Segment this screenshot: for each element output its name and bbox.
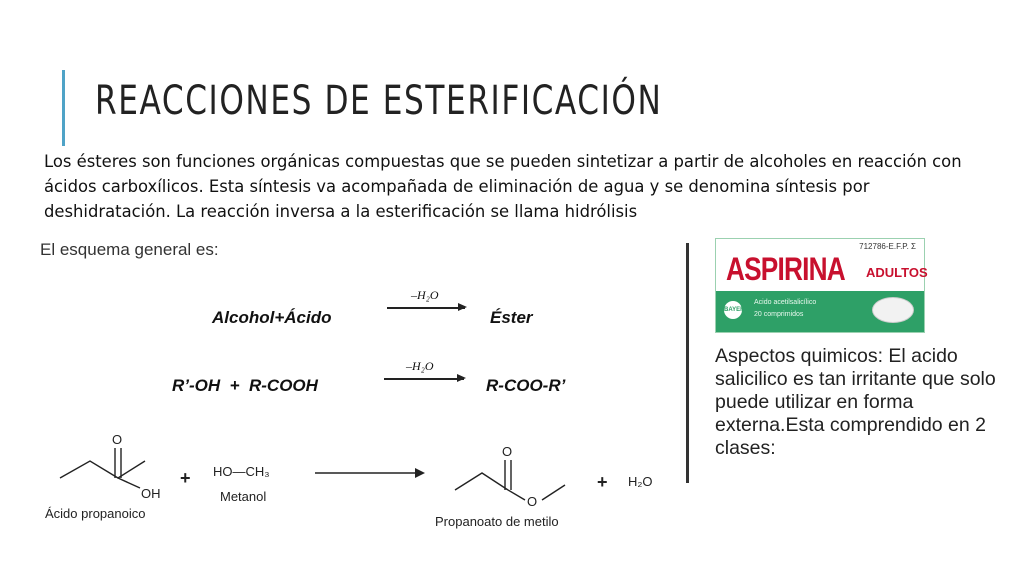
ester-oxygen-top-label: O: [502, 444, 513, 459]
reaction-arrow-3: [315, 468, 425, 478]
slide-title: REACCIONES DE ESTERIFICACIÓN: [95, 78, 663, 124]
ester-name: Propanoato de metilo: [435, 514, 559, 529]
scheme-label: El esquema general es:: [40, 240, 219, 259]
arrow-label-2: –H₂O: [406, 359, 434, 373]
arrow-label-1: –H₂O: [411, 288, 439, 302]
acid-name: Ácido propanoico: [45, 506, 146, 521]
plus-sign-2: +: [597, 472, 608, 492]
acid-oxygen-label: O: [112, 432, 123, 447]
methanol-formula: HO—CH₃: [213, 464, 270, 479]
aspects-text: Aspectos quimicos: El acido salicilico es tan irritante que solo puede utilizar en forma externa.Esta comprendido en 2 clases:: [715, 345, 996, 459]
ester-oxygen-link-label: O: [527, 494, 538, 509]
brand-name: ASPIRINA: [726, 251, 845, 287]
product-general: Éster: [490, 308, 533, 327]
product-formula: R-COO-R’: [486, 376, 566, 395]
title-accent-bar: [62, 70, 65, 146]
package-top-band: [716, 239, 928, 291]
package-line-2: 20 comprimidos: [754, 311, 804, 318]
methanol-name: Metanol: [220, 489, 267, 504]
brand-subtitle: ADULTOS: [866, 265, 928, 280]
methyl-propanoate-structure: [455, 460, 565, 500]
propanoic-acid-structure: [60, 448, 145, 488]
intro-paragraph: Los ésteres son funciones orgánicas compuestas que se pueden sintetizar a partir de alcoholes en reacción con ácidos carboxílicos. Esta síntesis va acompañada de eliminación de agua y se denomina síntesis por deshidratación. La reacción inversa a la esterificación se llama hidrólisis: [44, 152, 962, 221]
package-code: 712786-E.F.P. Σ: [859, 242, 916, 251]
bayer-logo: BAYER: [724, 301, 742, 319]
plus-sign-1: +: [180, 468, 191, 488]
water-formula: H₂O: [628, 474, 653, 489]
reactants-formula: R’-OH + R-COOH: [172, 376, 318, 395]
esterification-example-diagram: [30, 428, 680, 538]
aspirin-package-image: [715, 238, 928, 333]
tablet-icon: [872, 297, 914, 323]
reactants-general: Alcohol+Ácido: [212, 308, 332, 327]
reaction-arrow-1: [387, 307, 465, 309]
acid-oh-label: OH: [141, 486, 161, 501]
reaction-arrow-2: [384, 378, 464, 380]
package-line-1: Acido acetilsalicílico: [754, 299, 817, 306]
vertical-divider: [686, 243, 689, 483]
